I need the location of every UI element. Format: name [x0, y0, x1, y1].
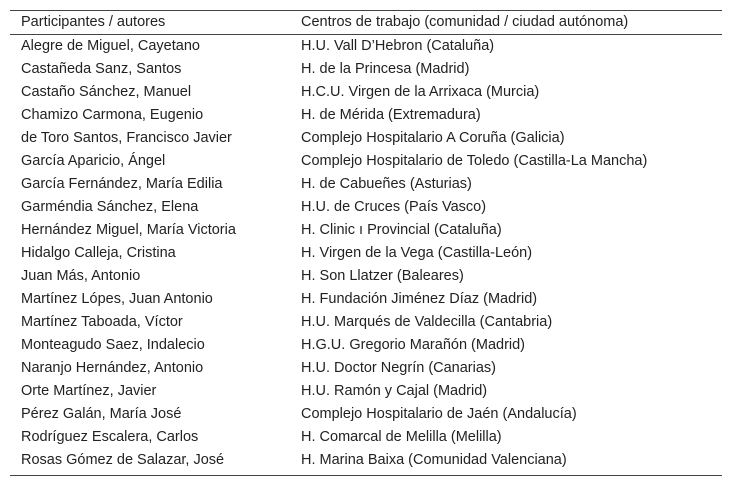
workplace: H. de la Princesa (Madrid) [301, 61, 470, 77]
header-row [10, 11, 722, 35]
table-row [10, 242, 722, 265]
participant-name: Garméndia Sánchez, Elena [21, 199, 199, 215]
workplace: H. Clinic ı Provincial (Cataluña) [301, 222, 502, 238]
participant-name: Hernández Miguel, María Victoria [21, 222, 236, 238]
workplace: Complejo Hospitalario de Jaén (Andalucía) [301, 406, 577, 422]
table-row [10, 403, 722, 426]
participant-name: Hidalgo Calleja, Cristina [21, 245, 176, 261]
participant-name: García Fernández, María Edilia [21, 176, 223, 192]
workplace: H. Son Llatzer (Baleares) [301, 268, 464, 284]
table-row [10, 449, 722, 475]
table-row [10, 58, 722, 81]
workplace: H. de Mérida (Extremadura) [301, 107, 481, 123]
table-row [10, 265, 722, 288]
table-row [10, 173, 722, 196]
table-row [10, 127, 722, 150]
table-row [10, 35, 722, 59]
table-row [10, 81, 722, 104]
table-row [10, 334, 722, 357]
participant-name: Castañeda Sanz, Santos [21, 61, 182, 77]
participant-name: Chamizo Carmona, Eugenio [21, 107, 204, 123]
table-body [10, 35, 722, 476]
participant-name: Naranjo Hernández, Antonio [21, 360, 204, 376]
table-row [10, 150, 722, 173]
participant-name: Juan Más, Antonio [21, 268, 141, 284]
workplace: H.U. Vall D’Hebron (Cataluña) [301, 38, 495, 54]
participant-name: Martínez Taboada, Víctor [21, 314, 183, 330]
workplace: H.U. Ramón y Cajal (Madrid) [301, 383, 488, 399]
workplace: H. Fundación Jiménez Díaz (Madrid) [301, 291, 538, 307]
participant-name: Rosas Gómez de Salazar, José [21, 452, 225, 468]
participant-name: de Toro Santos, Francisco Javier [21, 130, 232, 146]
table-row [10, 196, 722, 219]
workplace: H. de Cabueñes (Asturias) [301, 176, 472, 192]
participants-table [10, 11, 722, 475]
table-row [10, 104, 722, 127]
table-row [10, 219, 722, 242]
participant-name: Monteagudo Saez, Indalecio [21, 337, 205, 353]
workplace: H.U. Marqués de Valdecilla (Cantabria) [301, 314, 553, 330]
workplace: H.G.U. Gregorio Marañón (Madrid) [301, 337, 526, 353]
workplace: H. Comarcal de Melilla (Melilla) [301, 429, 502, 445]
table-row [10, 380, 722, 403]
participant-name: Martínez Lópes, Juan Antonio [21, 291, 213, 307]
workplace: Complejo Hospitalario A Coruña (Galicia) [301, 130, 565, 146]
header-participants: Participantes / autores [10, 11, 301, 35]
participant-name: Castaño Sánchez, Manuel [21, 84, 192, 100]
table-row [10, 357, 722, 380]
table-header [10, 11, 722, 35]
workplace: H. Virgen de la Vega (Castilla-León) [301, 245, 533, 261]
workplace: Complejo Hospitalario de Toledo (Castilla-La Mancha) [301, 153, 648, 169]
participant-name: Rodríguez Escalera, Carlos [21, 429, 199, 445]
table-row [10, 288, 722, 311]
participants-table-container [10, 10, 722, 476]
workplace: H.U. de Cruces (País Vasco) [301, 199, 487, 215]
workplace: H. Marina Baixa (Comunidad Valenciana) [301, 452, 567, 468]
participant-name: García Aparicio, Ángel [21, 153, 166, 169]
table-row [10, 426, 722, 449]
header-workplaces: Centros de trabajo (comunidad / ciudad autónoma) [301, 11, 722, 35]
workplace: H.C.U. Virgen de la Arrixaca (Murcia) [301, 84, 540, 100]
participant-name: Alegre de Miguel, Cayetano [21, 38, 200, 54]
workplace: H.U. Doctor Negrín (Canarias) [301, 360, 496, 376]
participant-name: Orte Martínez, Javier [21, 383, 157, 399]
participant-name: Pérez Galán, María José [21, 406, 182, 422]
table-row [10, 311, 722, 334]
